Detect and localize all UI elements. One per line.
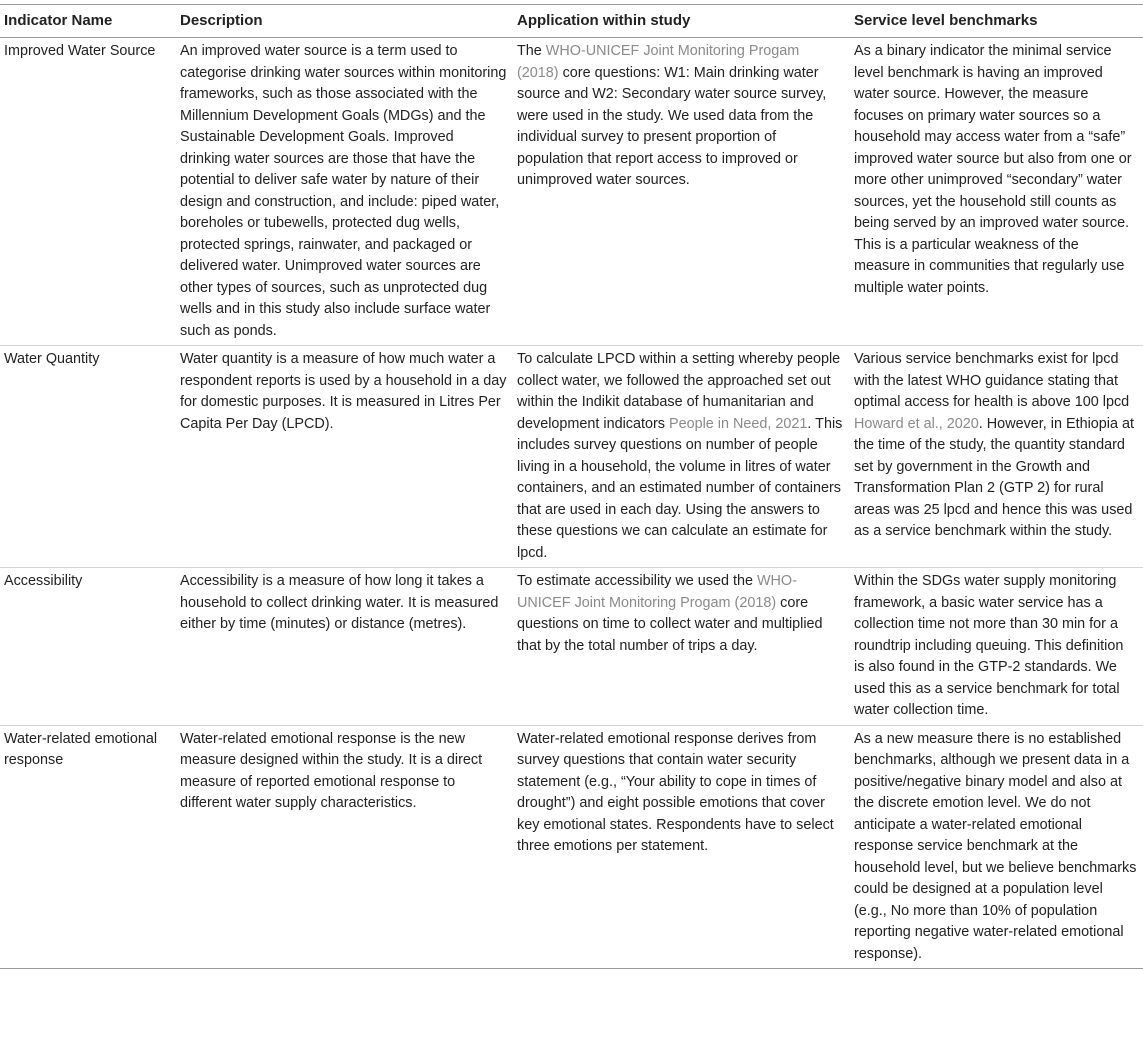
benchmark-cell: As a new measure there is no established benchmarks, although we present data in a positive/negative binary model and also at the discrete emotion level. We do not anticipate a water-related emotional response service benchmark at the household level, but we believe benchmarks could be designed at a population level (e.g., No more than 10% of population reporting negative water-related emotional response). [850,725,1143,969]
application-text: To estimate accessibility we used the [517,573,757,589]
benchmark-cell [850,346,1143,568]
header-benchmarks: Service level benchmarks [850,5,1143,38]
application-cell [513,38,850,346]
table-row [0,568,1143,726]
header-application: Application within study [513,5,850,38]
application-cell: Water-related emotional response derives from survey questions that contain water security statement (e.g., “Your ability to cope in times of drought”) and eight possible emotions that cover key emotional states. Respondents have to select three emotions per statement. [513,725,850,969]
citation-link[interactable]: WHO-UNICEF Joint Monitoring Progam (2018) [517,573,797,611]
header-indicator-name: Indicator Name [0,5,176,38]
description-cell: An improved water source is a term used to categorise drinking water sources within monitoring frameworks, such as those associated with the Millennium Development Goals (MDGs) and the Sustainable Development Goals. Improved drinking water sources are those that have the potential to deliver safe water by nature of their design and construction, and include: piped water, boreholes or tubewells, protected dug wells, protected springs, rainwater, and packaged or delivered water. Unimproved water sources are other types of sources, such as unprotected dug wells and in this study also include surface water such as ponds. [176,38,513,346]
application-text: core questions on time to collect water and multiplied that by the total number of trips a day. [517,594,823,654]
table-row [0,725,1143,969]
citation-link[interactable]: People in Need, 2021 [669,415,808,432]
description-cell: Water-related emotional response is the new measure designed within the study. It is a direct measure of reported emotional response to different water supply characteristics. [176,725,513,969]
application-cell [513,346,850,568]
benchmark-cell: Within the SDGs water supply monitoring framework, a basic water service has a collection time not more than 30 min for a roundtrip including queuing. This definition is also found in the GTP-2 standards. We used this as a service benchmark for total water collection time. [850,568,1143,726]
benchmark-cell: As a binary indicator the minimal service level benchmark is having an improved water source. However, the measure focuses on primary water sources so a household may access water from a “safe” improved water source but also from one or more other unimproved “secondary” water sources, yet the household still counts as being served by an improved water source. This is a particular weakness of the measure in communities that regularly use multiple water points. [850,38,1143,346]
indicator-name-cell: Improved Water Source [0,38,176,346]
description-cell: Water quantity is a measure of how much water a respondent reports is used by a household in a day for domestic purposes. It is measured in Litres Per Capita Per Day (LPCD). [176,346,513,568]
table-row [0,346,1143,568]
indicator-table [0,4,1143,969]
benchmark-text: . However, in Ethiopia at the time of the study, the quantity standard set by government in the Growth and Transformation Plan 2 (GTP 2) for rural areas was 25 lpcd and hence this was used as a service benchmark within the study. [854,415,1134,539]
indicator-name-cell: Water-related emotional response [0,725,176,969]
application-text: To calculate LPCD within a setting whereby people collect water, we followed the approached set out within the Indikit database of humanitarian and development indicators [517,351,841,432]
application-cell [513,568,850,726]
description-cell: Accessibility is a measure of how long it takes a household to collect drinking water. It is measured either by time (minutes) or distance (metres). [176,568,513,726]
application-text: core questions: W1: Main drinking water source and W2: Secondary water source survey, were used in the study. We used data from the individual survey to present proportion of population that report access to improved or unimproved water sources. [517,64,827,188]
indicator-name-cell: Water Quantity [0,346,176,568]
benchmark-text: Various service benchmarks exist for lpcd with the latest WHO guidance stating that optimal access for health is above 100 lpcd [854,351,1130,410]
table-header-row [0,5,1143,38]
citation-link[interactable]: Howard et al., 2020 [854,415,979,432]
application-text: The [517,43,546,59]
indicator-name-cell: Accessibility [0,568,176,726]
table-row [0,38,1143,346]
application-text: . This includes survey questions on number of people living in a household, the volume in litres of water containers, and an estimated number of containers that are used in each day. Using the answers to these questions we can calculate an estimate for lpcd. [517,415,843,561]
citation-link[interactable]: WHO-UNICEF Joint Monitoring Progam (2018) [517,43,800,81]
header-description: Description [176,5,513,38]
